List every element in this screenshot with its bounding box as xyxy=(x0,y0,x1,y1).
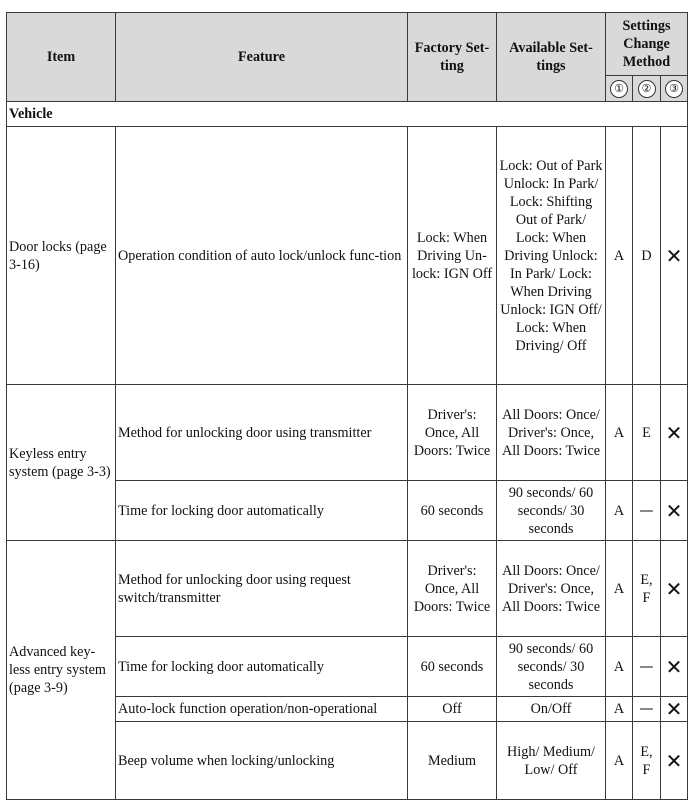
header-available-settings: Available Set-tings xyxy=(497,13,606,102)
item-keyless-entry: Keyless entry system (page 3-3) xyxy=(7,385,116,541)
factory-setting-cell: Lock: When Driving Un-lock: IGN Off xyxy=(408,127,497,385)
feature-cell: Method for unlocking door using request switch/transmitter xyxy=(116,541,408,637)
item-advanced-keyless-entry: Advanced key-less entry system (page 3-9) xyxy=(7,541,116,800)
method-1-cell: A xyxy=(606,697,633,722)
factory-setting-cell: 60 seconds xyxy=(408,481,497,541)
method-2-cell: E xyxy=(633,385,661,481)
method-2-label: ② xyxy=(638,80,656,98)
method-2-cell: — xyxy=(633,637,661,697)
method-1-cell: A xyxy=(606,722,633,800)
settings-table xyxy=(6,12,688,800)
available-settings-cell: High/ Medium/ Low/ Off xyxy=(497,722,606,800)
method-3-cell: ✕ xyxy=(661,697,688,722)
available-settings-cell: All Doors: Once/ Driver's: Once, All Doors: Twice xyxy=(497,541,606,637)
method-1-cell: A xyxy=(606,481,633,541)
method-3-cell: ✕ xyxy=(661,541,688,637)
method-3-label: ③ xyxy=(665,80,683,98)
factory-setting-cell: Driver's: Once, All Doors: Twice xyxy=(408,385,497,481)
method-2-cell: E, F xyxy=(633,541,661,637)
feature-cell: Time for locking door automatically xyxy=(116,637,408,697)
item-door-locks: Door locks (page 3-16) xyxy=(7,127,116,385)
section-title: Vehicle xyxy=(7,102,688,127)
header-feature: Feature xyxy=(116,13,408,102)
available-settings-cell: On/Off xyxy=(497,697,606,722)
feature-cell: Method for unlocking door using transmitter xyxy=(116,385,408,481)
available-settings-cell: 90 seconds/ 60 seconds/ 30 seconds xyxy=(497,637,606,697)
header-factory-setting: Factory Set-ting xyxy=(408,13,497,102)
feature-cell: Auto-lock function operation/non-operational xyxy=(116,697,408,722)
method-1-cell: A xyxy=(606,385,633,481)
feature-cell: Time for locking door automatically xyxy=(116,481,408,541)
available-settings-cell: 90 seconds/ 60 seconds/ 30 seconds xyxy=(497,481,606,541)
factory-setting-cell: Driver's: Once, All Doors: Twice xyxy=(408,541,497,637)
method-2-cell: — xyxy=(633,481,661,541)
method-1-cell: A xyxy=(606,127,633,385)
available-settings-cell: Lock: Out of Park Unlock: In Park/ Lock: Shifting Out of Park/ Lock: When Driving Unlock: In Park/ Lock: When Driving Unlock: IGN Off/ Lock: When Driving/ Off xyxy=(497,127,606,385)
table-row xyxy=(7,541,688,637)
header-item: Item xyxy=(7,13,116,102)
factory-setting-cell: Medium xyxy=(408,722,497,800)
method-3-cell: ✕ xyxy=(661,722,688,800)
method-2-cell: — xyxy=(633,697,661,722)
method-1-header xyxy=(606,76,633,102)
method-3-cell: ✕ xyxy=(661,481,688,541)
method-3-cell: ✕ xyxy=(661,127,688,385)
method-3-cell: ✕ xyxy=(661,385,688,481)
available-settings-cell: All Doors: Once/ Driver's: Once, All Doors: Twice xyxy=(497,385,606,481)
header-settings-change-method: Settings Change Method xyxy=(606,13,688,76)
method-2-header xyxy=(633,76,661,102)
method-3-header xyxy=(661,76,688,102)
feature-cell: Operation condition of auto lock/unlock func-tion xyxy=(116,127,408,385)
method-1-cell: A xyxy=(606,637,633,697)
method-2-cell: E, F xyxy=(633,722,661,800)
table-row xyxy=(7,385,688,481)
table-row xyxy=(7,127,688,385)
method-2-cell: D xyxy=(633,127,661,385)
method-3-cell: ✕ xyxy=(661,637,688,697)
method-1-label: ① xyxy=(610,80,628,98)
factory-setting-cell: Off xyxy=(408,697,497,722)
method-1-cell: A xyxy=(606,541,633,637)
feature-cell: Beep volume when locking/unlocking xyxy=(116,722,408,800)
factory-setting-cell: 60 seconds xyxy=(408,637,497,697)
